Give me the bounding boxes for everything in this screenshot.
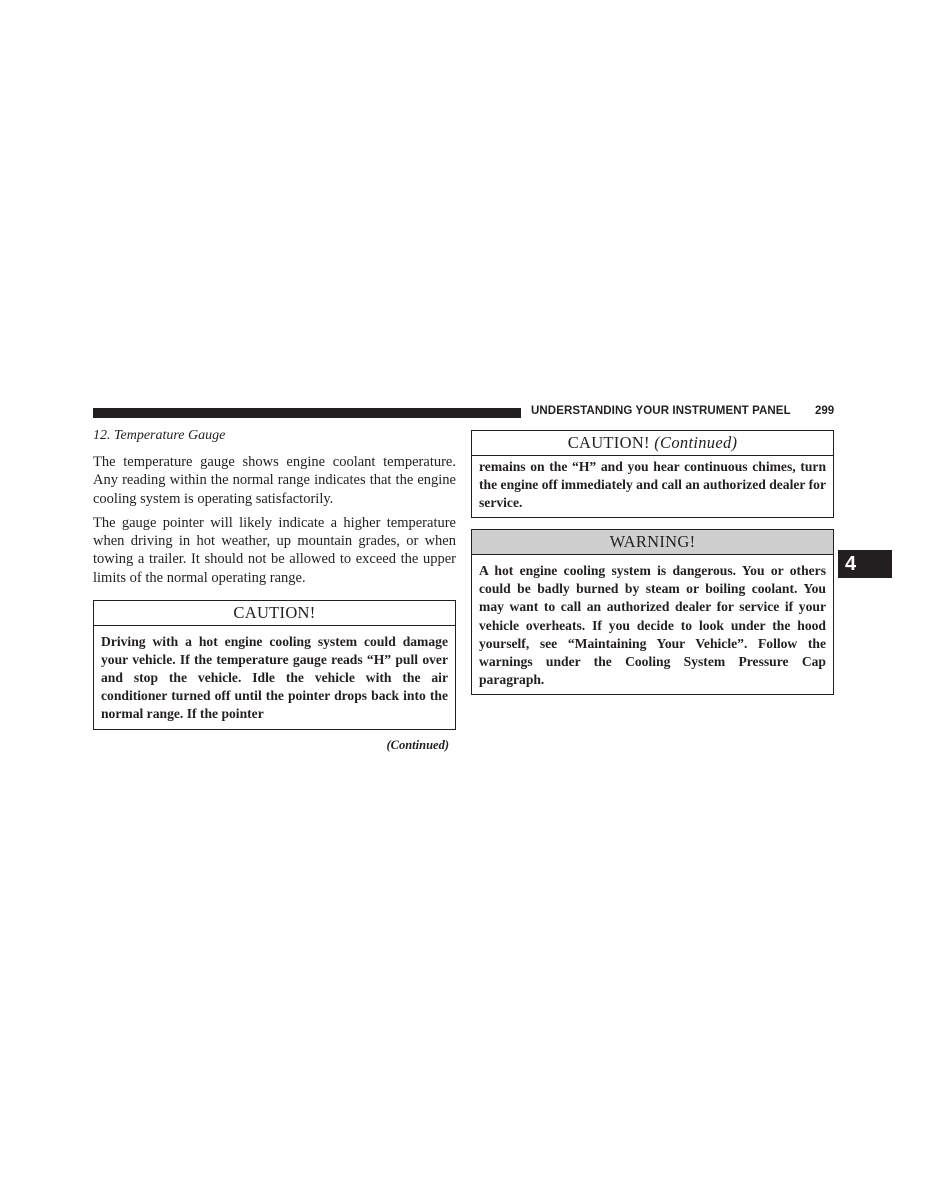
caution-body: Driving with a hot engine cooling system could damage your vehicle. If the temperature gauge reads “H” pull over and stop the vehicle. Idle the vehicle with the air conditioner turned off until the pointer drops back into the normal range. If the pointer [101, 634, 448, 722]
warning-title: WARNING! [472, 530, 833, 555]
warning-box [471, 529, 834, 695]
caution-continued-suffix: (Continued) [654, 433, 738, 452]
caution-continued-box [471, 430, 834, 518]
chapter-tab: 4 [838, 550, 892, 578]
caution-box [93, 600, 456, 729]
left-column [93, 427, 456, 753]
section-heading: 12. Temperature Gauge [93, 428, 226, 443]
right-column [471, 430, 834, 695]
caution-title: CAUTION! [94, 601, 455, 626]
page-number: 299 [815, 405, 835, 417]
paragraph-higher-temperature: The gauge pointer will likely indicate a higher temperature when driving in hot weather, up mountain grades, or when towing a trailer. It should not be allowed to exceed the upper limits of the normal operating range. [93, 514, 456, 586]
continued-note: (Continued) [386, 737, 449, 752]
running-header-title: UNDERSTANDING YOUR INSTRUMENT PANEL [531, 405, 791, 417]
paragraph-coolant-temperature: The temperature gauge shows engine coolant temperature. Any reading within the normal range indicates that the engine cooling system is operating satisfactorily. [93, 454, 456, 507]
warning-body: A hot engine cooling system is dangerous. You or others could be badly burned by steam or boiling coolant. You may want to call an authorized dealer for service if your vehicle overheats. If you decide to look under the hood yourself, see “Maintaining Your Vehicle”. Follow the warnings under the Cooling System Pressure Cap paragraph. [479, 563, 826, 687]
header-rule [93, 408, 521, 418]
caution-continued-title [472, 431, 833, 456]
caution-continued-title-text: CAUTION! [567, 433, 650, 452]
caution-continued-body: remains on the “H” and you hear continuous chimes, turn the engine off immediately and call an authorized dealer for service. [479, 459, 826, 511]
